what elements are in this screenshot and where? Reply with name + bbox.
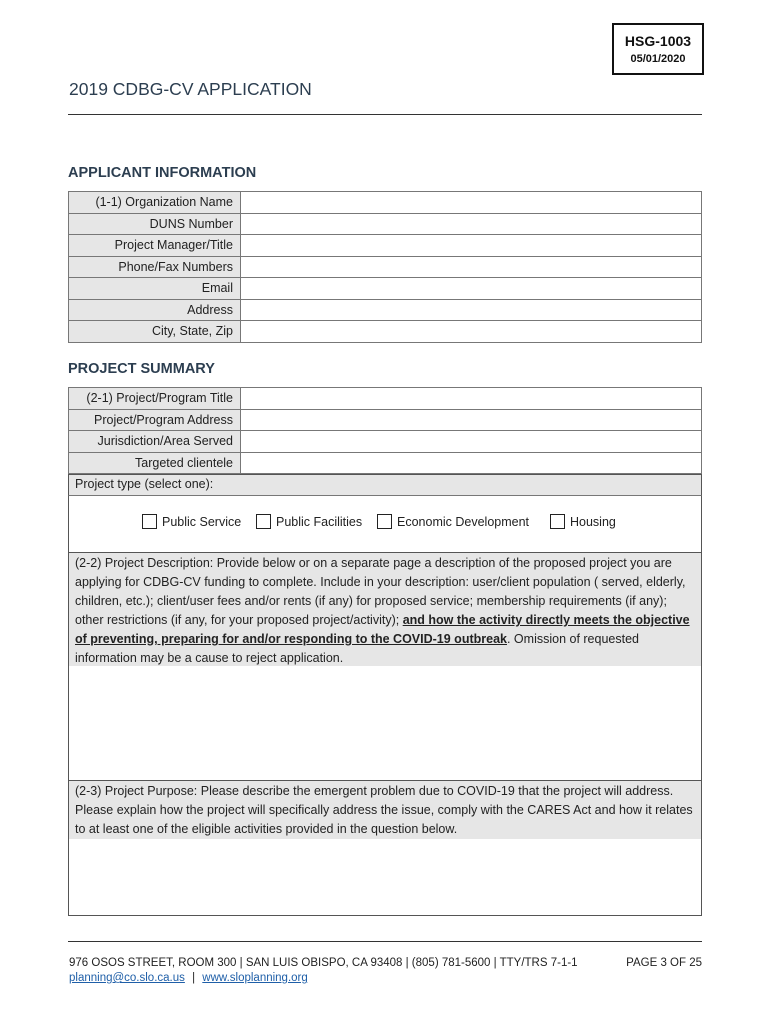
- table-row: [69, 388, 702, 410]
- project-purpose-answer[interactable]: [68, 839, 702, 916]
- phone-fax-input[interactable]: [241, 256, 702, 278]
- project-address-input[interactable]: [241, 409, 702, 431]
- table-row: [69, 278, 702, 300]
- title-divider: [68, 114, 702, 115]
- table-row: [69, 321, 702, 343]
- table-row: [69, 431, 702, 453]
- link-separator: |: [192, 972, 196, 984]
- duns-number-input[interactable]: [241, 213, 702, 235]
- footer-divider: [68, 941, 702, 942]
- housing-option[interactable]: [550, 514, 616, 529]
- organization-name-input[interactable]: [241, 192, 702, 214]
- project-purpose-prompt: [68, 780, 702, 840]
- checkbox-icon[interactable]: [142, 514, 157, 529]
- field-label: Email: [69, 278, 241, 300]
- field-label: Project/Program Address: [69, 409, 241, 431]
- project-section-heading: PROJECT SUMMARY: [68, 361, 215, 377]
- project-description-answer[interactable]: [68, 666, 702, 781]
- project-type-label-row: [68, 474, 702, 495]
- applicant-section-heading: APPLICANT INFORMATION: [68, 165, 257, 181]
- option-label: Public Service: [162, 514, 242, 529]
- field-label: City, State, Zip: [69, 321, 241, 343]
- field-label: (2-1) Project/Program Title: [69, 388, 241, 410]
- form-code-box: [612, 23, 704, 75]
- project-title-input[interactable]: [241, 388, 702, 410]
- jurisdiction-input[interactable]: [241, 431, 702, 453]
- table-row: [69, 299, 702, 321]
- table-row: [69, 409, 702, 431]
- description-tail: . Omission of requested information may be a cause to reject application.: [75, 632, 639, 665]
- footer-links: [69, 972, 308, 984]
- project-type-options: [68, 495, 702, 553]
- project-table: [68, 387, 702, 474]
- description-emphasis: and how the activity directly meets the objective of preventing, preparing for and/or responding to the COVID-19 outbreak: [75, 613, 690, 646]
- form-date: 05/01/2020: [630, 53, 686, 65]
- email-input[interactable]: [241, 278, 702, 300]
- website-link[interactable]: www.sloplanning.org: [202, 972, 308, 984]
- table-row: [69, 213, 702, 235]
- public-service-option[interactable]: [142, 514, 241, 529]
- project-manager-input[interactable]: [241, 235, 702, 257]
- applicant-table: [68, 191, 702, 343]
- public-facilities-option[interactable]: [256, 514, 362, 529]
- option-label: Economic Development: [397, 514, 530, 529]
- field-label: Phone/Fax Numbers: [69, 256, 241, 278]
- description-prompt: (2-2) Project Description: Provide below or on a separate page a description of the proposed project you are applying for CDBG-CV funding to complete. Include in your description: user/client population ( served, elderly, children, etc.); client/user fees and/or rents (if any) for proposed service; membership requirements (if any); other restrictions (if any, for your proposed project/activity);: [75, 556, 686, 627]
- option-label: Public Facilities: [276, 514, 363, 529]
- checkbox-icon[interactable]: [550, 514, 565, 529]
- economic-development-option[interactable]: [377, 514, 529, 529]
- project-type-label: Project type (select one):: [69, 475, 701, 495]
- field-label: Jurisdiction/Area Served: [69, 431, 241, 453]
- city-state-zip-input[interactable]: [241, 321, 702, 343]
- targeted-clientele-input[interactable]: [241, 452, 702, 474]
- address-input[interactable]: [241, 299, 702, 321]
- field-label: (1-1) Organization Name: [69, 192, 241, 214]
- purpose-prompt: (2-3) Project Purpose: Please describe the emergent problem due to COVID-19 that the project will address. Please explain how the project will specifically address the issue, comply with the CARES Act and how it relates to at least one of the eligible activities provided in the question below.: [69, 781, 701, 839]
- table-row: [69, 192, 702, 214]
- checkbox-icon[interactable]: [256, 514, 271, 529]
- page-title: 2019 CDBG-CV APPLICATION: [69, 79, 312, 99]
- checkbox-icon[interactable]: [377, 514, 392, 529]
- table-row: [69, 256, 702, 278]
- field-label: DUNS Number: [69, 213, 241, 235]
- option-label: Housing: [570, 514, 616, 529]
- field-label: Project Manager/Title: [69, 235, 241, 257]
- table-row: [69, 452, 702, 474]
- project-description-prompt: [68, 552, 702, 667]
- description-text: [69, 553, 701, 666]
- email-link[interactable]: planning@co.slo.ca.us: [69, 972, 185, 984]
- footer-address: 976 OSOS STREET, ROOM 300 | SAN LUIS OBISPO, CA 93408 | (805) 781-5600 | TTY/TRS 7-1-1: [69, 957, 578, 969]
- field-label: Targeted clientele: [69, 452, 241, 474]
- table-row: [69, 235, 702, 257]
- field-label: Address: [69, 299, 241, 321]
- form-code: HSG-1003: [624, 33, 692, 49]
- page-number: PAGE 3 OF 25: [626, 957, 702, 969]
